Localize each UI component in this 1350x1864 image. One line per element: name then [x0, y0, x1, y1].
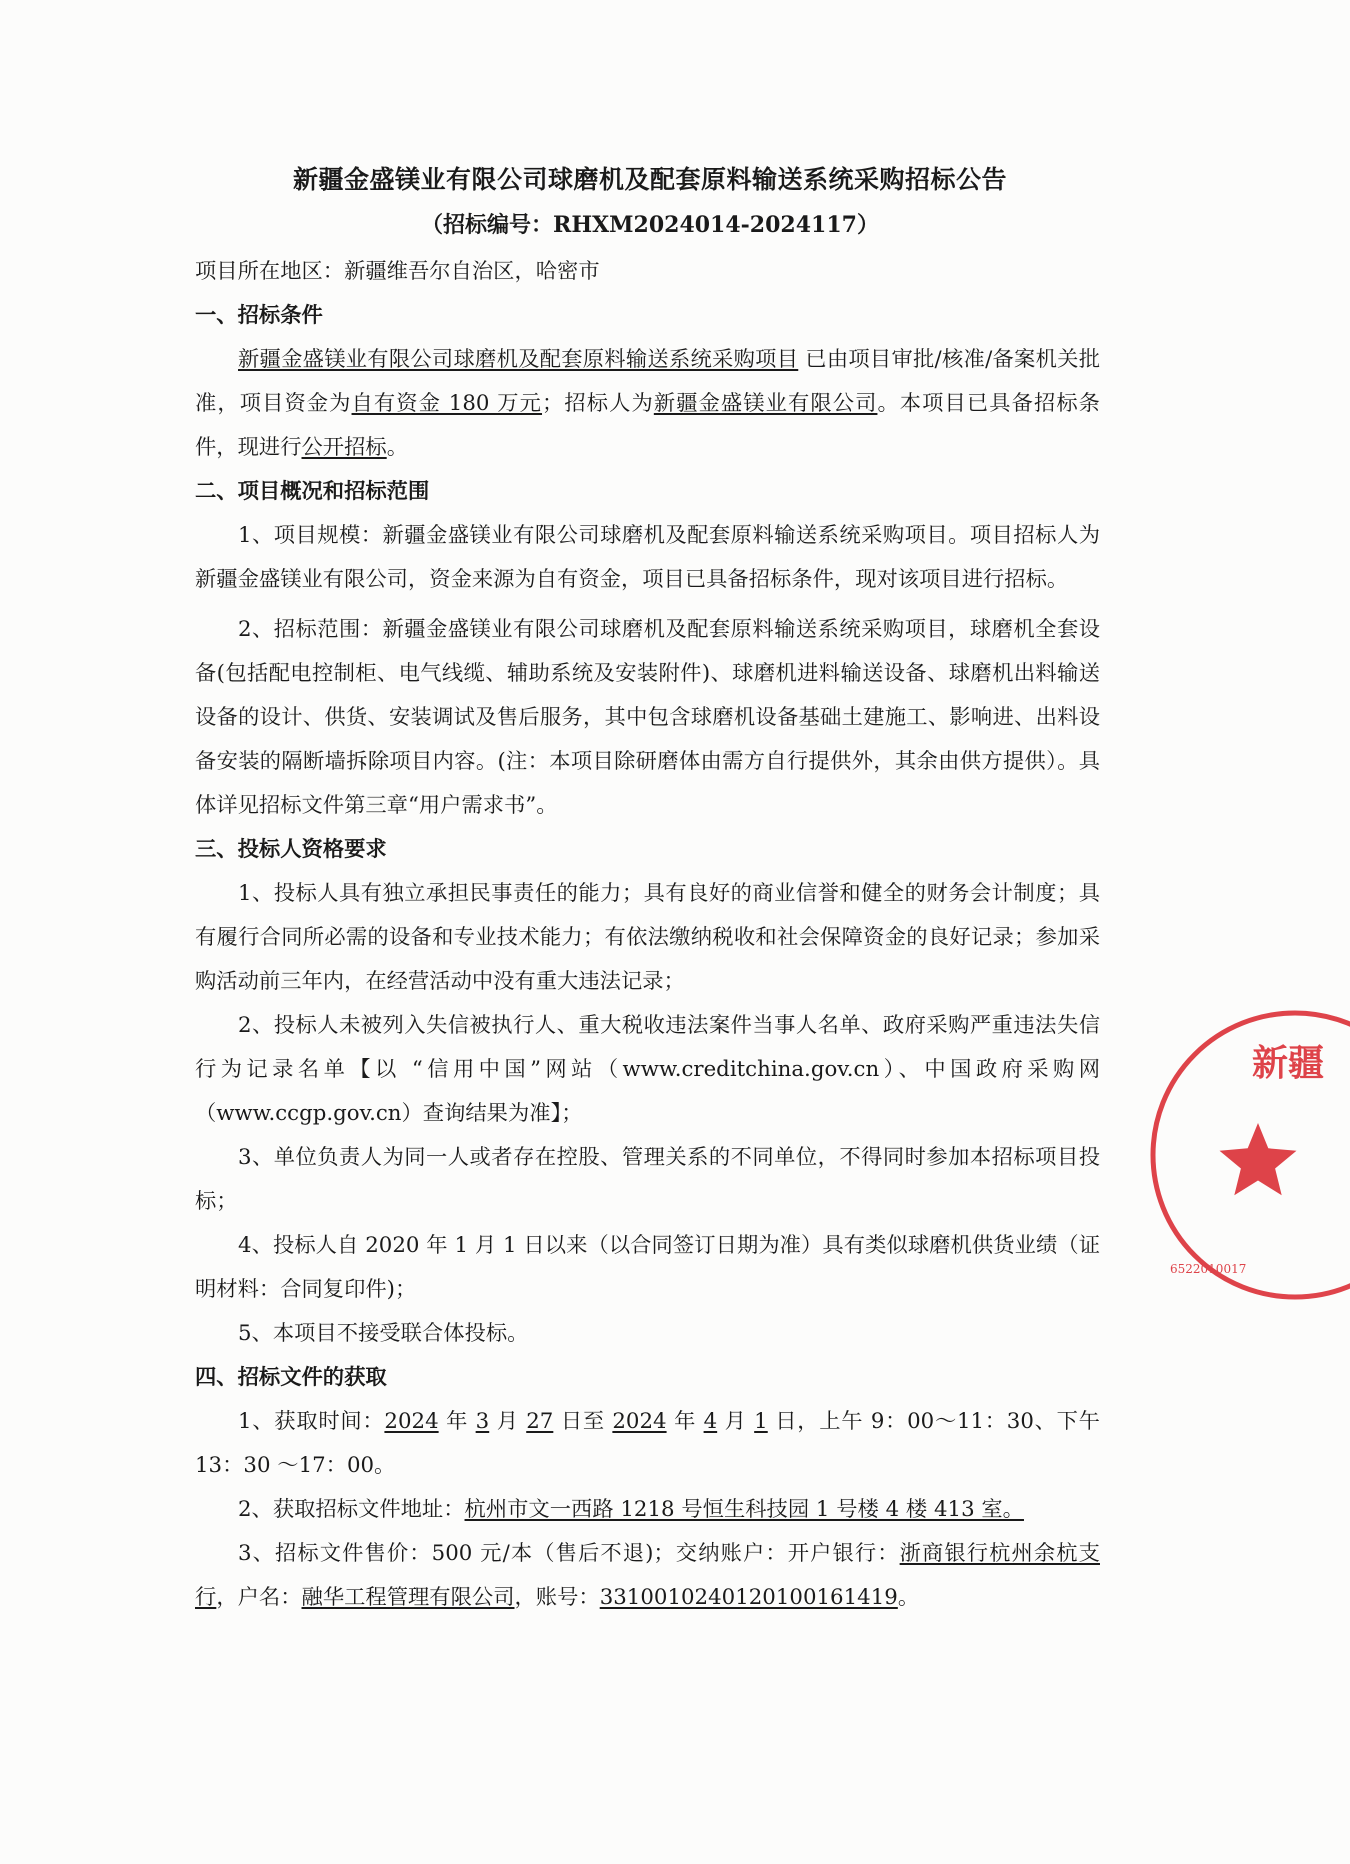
document-body: [195, 250, 1100, 1620]
document-fee: 3、招标文件售价：500 元/本（售后不退)；交纳账户：开户银行：浙商银行杭州余杭支行，户名：融华工程管理有限公司，账号：3310010240120100161419。: [195, 1541, 1100, 1610]
tender-scope-paragraph: 2、招标范围：新疆金盛镁业有限公司球磨机及配套原料输送系统采购项目，球磨机全套设备(包括配电控制柜、电气线缆、辅助系统及安装附件)、球磨机进料输送设备、球磨机出料输送设备的设计、供货、安装调试及售后服务，其中包含球磨机设备基础土建施工、影响进、出料设备安装的隔断墙拆除项目内容。(注：本项目除研磨体由需方自行提供外，其余由供方提供）。具体详见招标文件第三章“用户需求书”。: [195, 617, 1100, 818]
seal-text: 新疆: [1252, 1042, 1325, 1084]
account-name: 融华工程管理有限公司: [301, 1585, 515, 1610]
qualification-item-1: 1、投标人具有独立承担民事责任的能力；具有良好的商业信誉和健全的财务会计制度；具有履行合同所必需的设备和专业技术能力；有依法缴纳税收和社会保障资金的良好记录；参加采购活动前三年内，在经营活动中没有重大违法记录；: [195, 881, 1100, 994]
company-seal: [1130, 1005, 1350, 1305]
acquisition-address: 2、获取招标文件地址：杭州市文一西路 1218 号恒生科技园 1 号楼 4 楼 413 室。: [238, 1497, 1024, 1522]
project-scale-paragraph: 1、项目规模：新疆金盛镁业有限公司球磨机及配套原料输送系统采购项目。项目招标人为新疆金盛镁业有限公司，资金来源为自有资金，项目已具备招标条件，现对该项目进行招标。: [195, 523, 1100, 592]
section-heading-3: 三、投标人资格要求: [195, 837, 387, 862]
project-name: 新疆金盛镁业有限公司球磨机及配套原料输送系统采购项目: [238, 347, 799, 372]
section-heading-1: 一、招标条件: [195, 303, 323, 328]
tender-method: 公开招标: [301, 435, 387, 460]
qualification-item-3: 3、单位负责人为同一人或者存在控股、管理关系的不同单位，不得同时参加本招标项目投标；: [195, 1145, 1100, 1214]
tender-conditions-paragraph: 新疆金盛镁业有限公司球磨机及配套原料输送系统采购项目 已由项目审批/核准/备案机关批准，项目资金为自有资金 180 万元；招标人为新疆金盛镁业有限公司。本项目已具备招标条件，现进行公开招标。: [195, 347, 1100, 460]
fund-amount: 自有资金 180 万元: [351, 391, 543, 416]
seal-number: 6522010017: [1170, 1262, 1247, 1276]
bid-number: （招标编号：RHXM2024014-2024117）: [421, 212, 879, 238]
section-heading-4: 四、招标文件的获取: [195, 1365, 387, 1390]
qualification-item-4: 4、投标人自 2020 年 1 月 1 日以来（以合同签订日期为准）具有类似球磨机供货业绩（证明材料：合同复印件)；: [195, 1233, 1100, 1302]
document-title: 新疆金盛镁业有限公司球磨机及配套原料输送系统采购招标公告: [292, 165, 1007, 194]
account-number: 3310010240120100161419: [599, 1585, 898, 1610]
qualification-item-2: 2、投标人未被列入失信被执行人、重大税收违法案件当事人名单、政府采购严重违法失信行为记录名单【以 “信用中国”网站（www.creditchina.gov.cn）、中国政府采购网（www.ccgp.gov.cn）查询结果为准】；: [195, 1013, 1100, 1126]
seal-star-icon: [1220, 1123, 1297, 1195]
qualification-item-5: 5、本项目不接受联合体投标。: [238, 1321, 529, 1346]
tenderer-name: 新疆金盛镁业有限公司: [653, 391, 878, 416]
section-heading-2: 二、项目概况和招标范围: [195, 479, 430, 504]
bank-name: 浙商银行杭州余杭支行: [195, 1541, 1100, 1610]
acquisition-time: 1、获取时间：2024 年 3 月 27 日至 2024 年 4 月 1 日，上午 9：00～11：30、下午 13：30 ～17：00。: [195, 1409, 1100, 1478]
project-location: 项目所在地区：新疆维吾尔自治区，哈密市: [195, 259, 600, 284]
